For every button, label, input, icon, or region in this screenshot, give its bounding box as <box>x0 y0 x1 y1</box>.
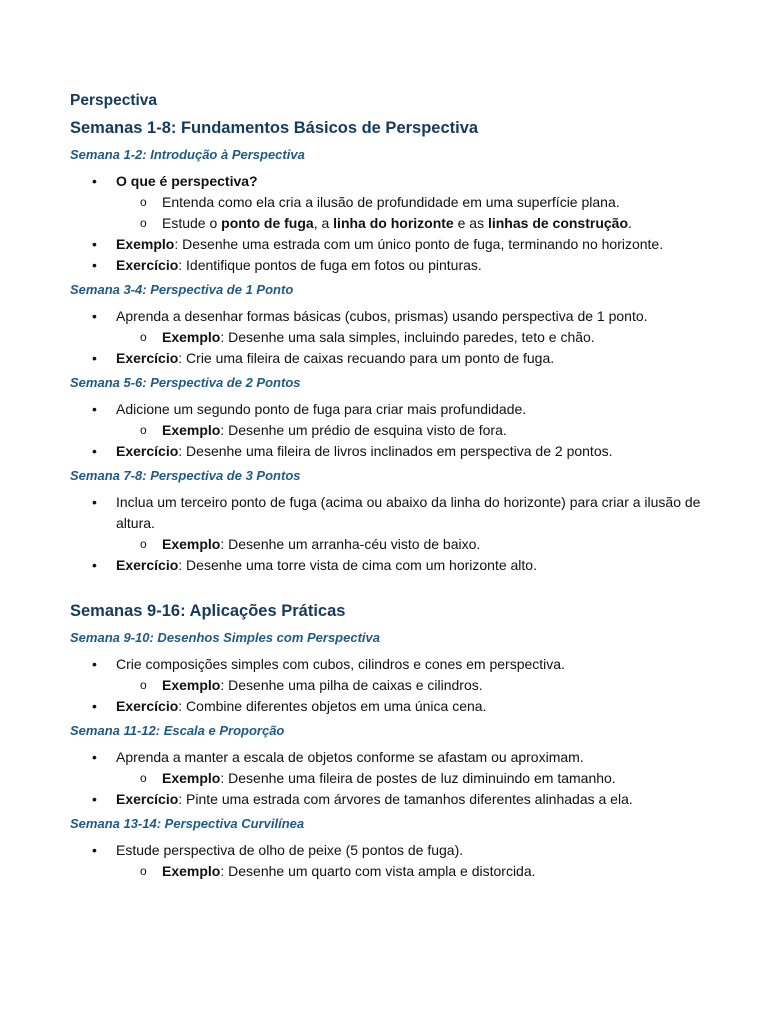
example-label: Exemplo <box>162 677 221 693</box>
exercise-label: Exercício <box>116 791 179 807</box>
item-text: Aprenda a manter a escala de objetos conforme se afastam ou aproximam. <box>116 749 584 765</box>
document-title: Perspectiva <box>70 92 158 109</box>
sub-list-item <box>70 534 710 555</box>
exercise-label: Exercício <box>116 350 179 366</box>
week-heading: Semana 5-6: Perspectiva de 2 Pontos <box>70 375 301 390</box>
bullet-icon: • <box>92 749 97 765</box>
example-text: : Desenhe uma estrada com um único ponto de fuga, terminando no horizonte. <box>174 236 664 252</box>
sub-list-item <box>70 861 710 882</box>
circle-bullet-icon: o <box>140 216 147 230</box>
week-list <box>70 492 710 576</box>
bullet-icon: • <box>92 557 97 573</box>
week-list <box>70 171 710 276</box>
week-heading: Semana 13-14: Perspectiva Curvilínea <box>70 816 305 831</box>
bullet-icon: • <box>92 494 97 510</box>
week-heading: Semana 11-12: Escala e Proporção <box>70 723 285 738</box>
item-text: Crie composições simples com cubos, cilindros e cones em perspectiva. <box>116 656 565 672</box>
list-item <box>70 348 710 369</box>
example-label: Exemplo <box>162 422 221 438</box>
bullet-icon: • <box>92 656 97 672</box>
list-item <box>70 399 710 420</box>
sub-list-item <box>70 213 710 234</box>
exercise-text: : Desenhe uma torre vista de cima com um horizonte alto. <box>178 557 537 573</box>
circle-bullet-icon: o <box>140 195 147 209</box>
week-heading: Semana 7-8: Perspectiva de 3 Pontos <box>70 468 301 483</box>
list-item <box>70 492 710 534</box>
example-text: : Desenhe um prédio de esquina visto de fora. <box>220 422 507 438</box>
example-text: : Desenhe uma sala simples, incluindo paredes, teto e chão. <box>220 329 595 345</box>
item-text: , a <box>313 215 334 231</box>
circle-bullet-icon: o <box>140 678 147 692</box>
circle-bullet-icon: o <box>140 864 147 878</box>
sub-list-item <box>70 768 710 789</box>
item-text: . <box>628 215 632 231</box>
item-text: Estude o <box>162 215 222 231</box>
week-heading: Semana 1-2: Introdução à Perspectiva <box>70 147 305 162</box>
bullet-icon: • <box>92 443 97 459</box>
sub-list-item <box>70 327 710 348</box>
term-construction-lines: linhas de construção <box>487 215 629 231</box>
item-text: Estude perspectiva de olho de peixe (5 pontos de fuga). <box>116 842 464 858</box>
list-item <box>70 747 710 768</box>
exercise-label: Exercício <box>116 557 179 573</box>
bullet-icon: • <box>92 698 97 714</box>
item-bold-text: O que é perspectiva? <box>116 173 258 189</box>
item-text: Entenda como ela cria a ilusão de profundidade em uma superfície plana. <box>162 194 620 210</box>
item-text: Aprenda a desenhar formas básicas (cubos, prismas) usando perspectiva de 1 ponto. <box>116 308 648 324</box>
example-text: : Desenhe uma pilha de caixas e cilindros. <box>220 677 483 693</box>
example-text: : Desenhe um arranha-céu visto de baixo. <box>220 536 481 552</box>
example-label: Exemplo <box>116 236 175 252</box>
bullet-icon: • <box>92 257 97 273</box>
item-text: Adicione um segundo ponto de fuga para criar mais profundidade. <box>116 401 527 417</box>
circle-bullet-icon: o <box>140 330 147 344</box>
week-list <box>70 747 710 810</box>
bullet-icon: • <box>92 791 97 807</box>
sub-list-item <box>70 192 710 213</box>
list-item <box>70 171 710 192</box>
example-text: : Desenhe uma fileira de postes de luz diminuindo em tamanho. <box>220 770 616 786</box>
circle-bullet-icon: o <box>140 537 147 551</box>
week-list <box>70 840 710 882</box>
list-item <box>70 555 710 576</box>
week-heading: Semana 3-4: Perspectiva de 1 Ponto <box>70 282 294 297</box>
bullet-icon: • <box>92 173 97 189</box>
bullet-icon: • <box>92 842 97 858</box>
item-text: Inclua um terceiro ponto de fuga (acima ou abaixo da linha do horizonte) para criar a ilusão de altura. <box>116 494 701 531</box>
list-item <box>70 789 710 810</box>
list-item <box>70 255 710 276</box>
circle-bullet-icon: o <box>140 771 147 785</box>
exercise-label: Exercício <box>116 443 179 459</box>
list-item <box>70 234 710 255</box>
example-label: Exemplo <box>162 329 221 345</box>
exercise-label: Exercício <box>116 257 179 273</box>
term-horizon-line: linha do horizonte <box>333 215 454 231</box>
list-item <box>70 696 710 717</box>
list-item <box>70 654 710 675</box>
exercise-text: : Identifique pontos de fuga em fotos ou pinturas. <box>178 257 482 273</box>
week-list <box>70 654 710 717</box>
example-text: : Desenhe um quarto com vista ampla e distorcida. <box>220 863 536 879</box>
exercise-text: : Crie uma fileira de caixas recuando para um ponto de fuga. <box>178 350 555 366</box>
example-label: Exemplo <box>162 770 221 786</box>
document-body <box>70 92 710 888</box>
exercise-label: Exercício <box>116 698 179 714</box>
sub-list-item <box>70 675 710 696</box>
bullet-icon: • <box>92 350 97 366</box>
exercise-text: : Pinte uma estrada com árvores de tamanhos diferentes alinhadas a ela. <box>178 791 633 807</box>
list-item <box>70 840 710 861</box>
term-vanishing-point: ponto de fuga <box>221 215 314 231</box>
sub-list-item <box>70 420 710 441</box>
example-label: Exemplo <box>162 536 221 552</box>
bullet-icon: • <box>92 236 97 252</box>
week-list <box>70 306 710 369</box>
list-item <box>70 441 710 462</box>
circle-bullet-icon: o <box>140 423 147 437</box>
exercise-text: : Desenhe uma fileira de livros inclinados em perspectiva de 2 pontos. <box>178 443 613 459</box>
list-item <box>70 306 710 327</box>
example-label: Exemplo <box>162 863 221 879</box>
item-text: e as <box>453 215 488 231</box>
part2-heading: Semanas 9-16: Aplicações Práticas <box>70 602 346 620</box>
bullet-icon: • <box>92 308 97 324</box>
exercise-text: : Combine diferentes objetos em uma única cena. <box>178 698 487 714</box>
bullet-icon: • <box>92 401 97 417</box>
week-list <box>70 399 710 462</box>
part1-heading: Semanas 1-8: Fundamentos Básicos de Perspectiva <box>70 119 479 137</box>
week-heading: Semana 9-10: Desenhos Simples com Perspectiva <box>70 630 380 645</box>
